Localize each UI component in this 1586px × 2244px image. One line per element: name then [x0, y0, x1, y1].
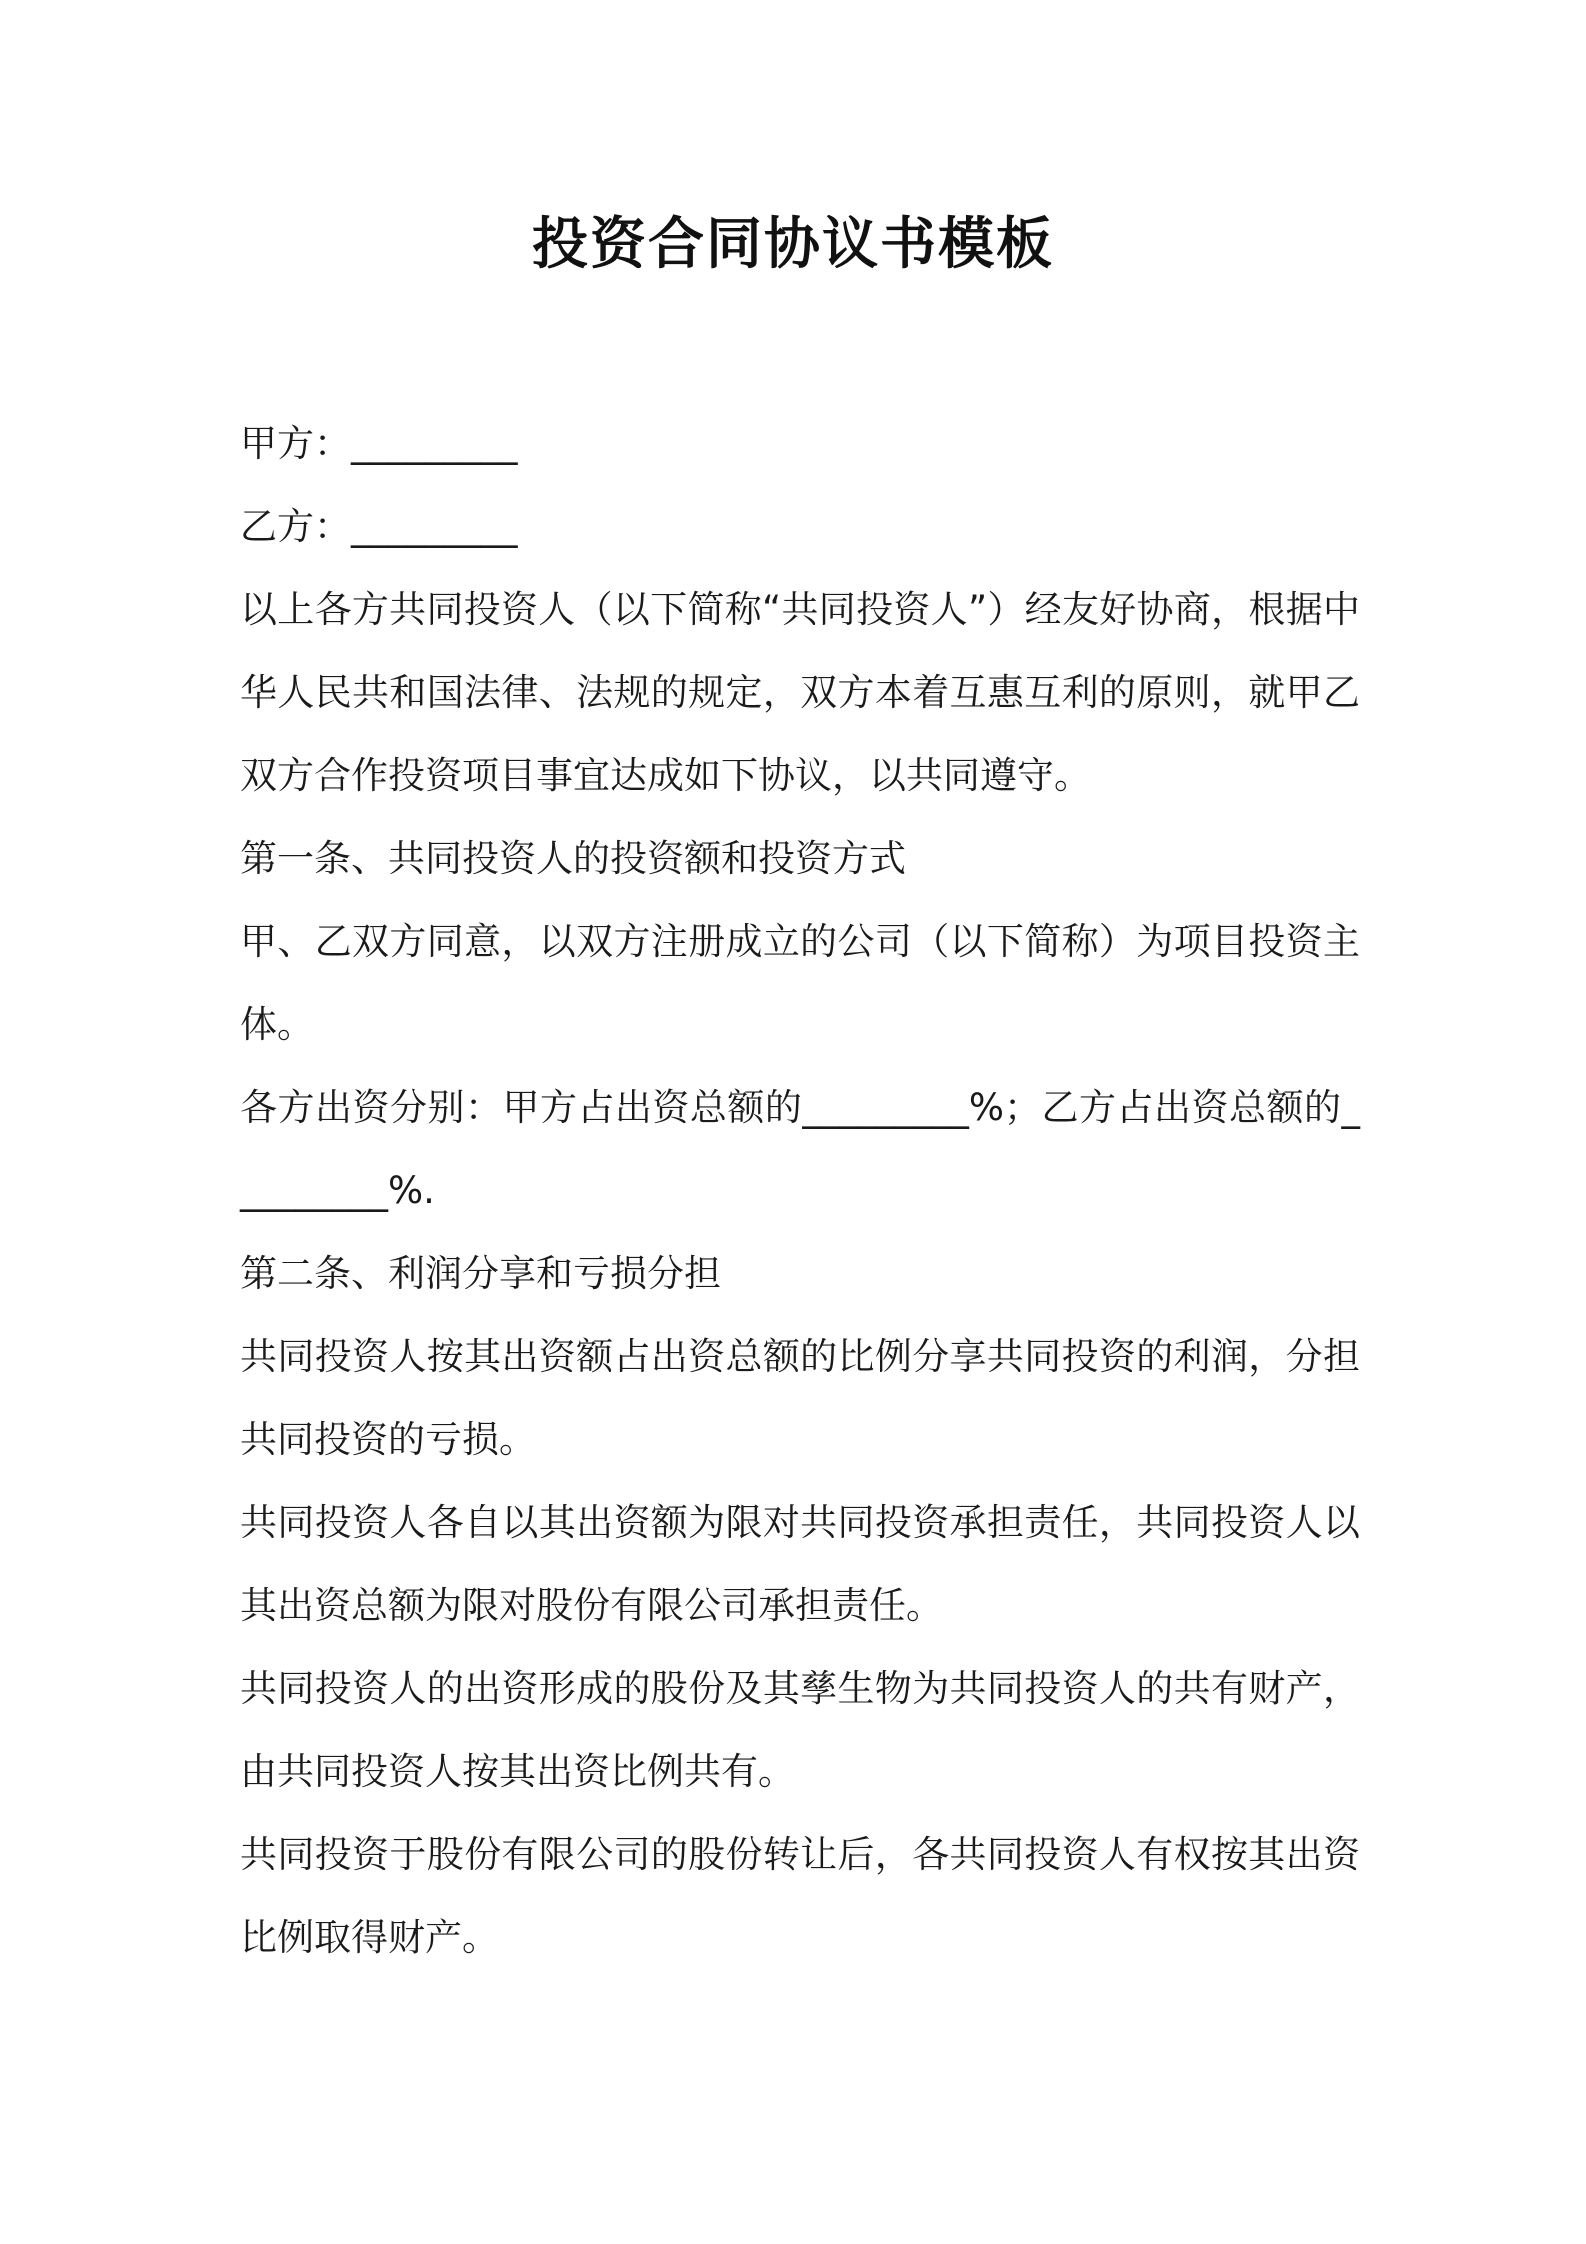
article-2-paragraph-4: 共同投资于股份有限公司的股份转让后，各共同投资人有权按其出资比例取得财产。 [240, 1833, 1360, 1959]
article-2-paragraph-1: 共同投资人按其出资额占出资总额的比例分享共同投资的利润，分担共同投资的亏损。 [240, 1335, 1360, 1461]
preamble-paragraph: 以上各方共同投资人（以下简称“共同投资人”）经友好协商，根据中华人民共和国法律、法规的规定，双方本着互惠互利的原则，就甲乙双方合作投资项目事宜达成如下协议，以共同遵守。 [240, 588, 1360, 797]
article-1-paragraph-1: 甲、乙双方同意，以双方注册成立的公司（以下简称）为项目投资主体。 [240, 920, 1360, 1046]
article-1-heading: 第一条、共同投资人的投资额和投资方式 [240, 837, 906, 880]
article-2-paragraph-3: 共同投资人的出资形成的股份及其孳生物为共同投资人的共有财产，由共同投资人按其出资比例共有。 [240, 1667, 1360, 1793]
party-a-line: 甲方：_________ [240, 422, 518, 465]
document-body [240, 402, 1360, 1979]
party-b-line: 乙方：_________ [240, 505, 518, 548]
article-2-heading: 第二条、利润分享和亏损分担 [240, 1252, 721, 1295]
article-2-paragraph-2: 共同投资人各自以其出资额为限对共同投资承担责任，共同投资人以其出资总额为限对股份有限公司承担责任。 [240, 1501, 1360, 1627]
article-1-paragraph-2: 各方出资分别：甲方占出资总额的_________%；乙方占出资总额的_________%. [240, 1086, 1360, 1212]
document-title: 投资合同协议书模板 [532, 212, 1054, 277]
